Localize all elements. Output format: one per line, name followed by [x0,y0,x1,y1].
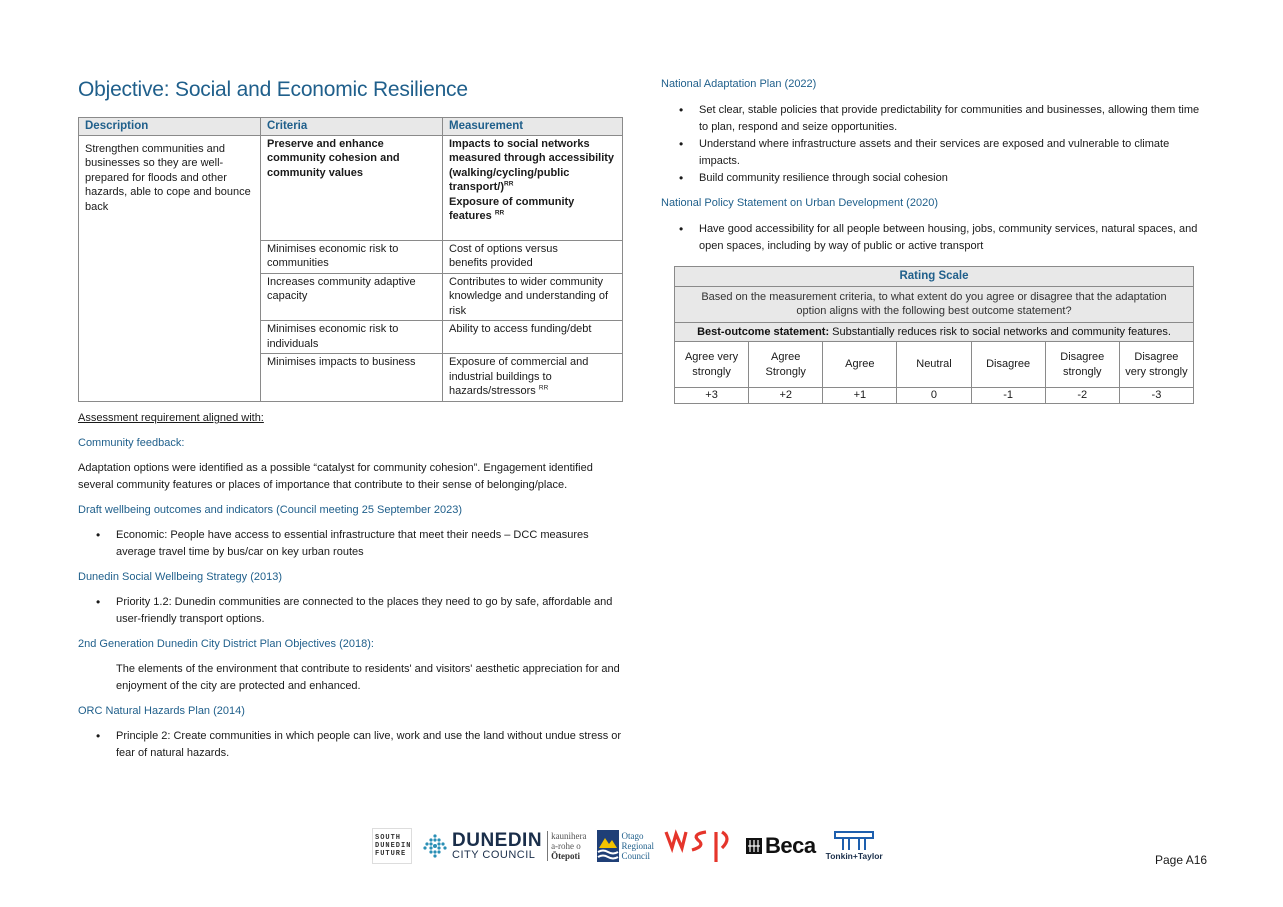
dcc-subname: CITY COUNCIL [452,849,536,861]
table-header-row [79,118,623,136]
orc-line: Otago [621,831,644,841]
measurement-cell [443,135,623,240]
district-plan-text: The elements of the environment that contribute to residents' and visitors' aesthetic appreciation for and enjoyment of the city are protected and enhanced. [116,663,620,692]
community-feedback-title: Community feedback: [78,437,185,449]
rr-superscript: RR [538,384,549,392]
list-item: • Priority 1.2: Dunedin communities are connected to the places they need to go by safe, affordable and user-friendly transport options. [116,594,623,628]
description-cell: Strengthen communities and businesses so they are well-prepared for floods and other hazards, able to cope and bounce back [79,135,261,401]
rating-scale-title: Rating Scale [675,267,1194,287]
criteria-cell: Preserve and enhance community cohesion and community values [261,135,443,240]
criteria-cell: Minimises economic risk to individuals [261,321,443,354]
dcc-maori-line: a-rohe o [551,841,581,851]
criteria-cell: Minimises economic risk to communities [261,240,443,273]
right-column [661,76,1206,263]
draft-wellbeing-title: Draft wellbeing outcomes and indicators (Council meeting 25 September 2023) [78,504,462,516]
beca-logo [746,833,816,859]
measurement-text: Exposure of community features [449,195,575,222]
rating-label: Agree Strongly [749,342,823,388]
draft-wellbeing-list [78,527,623,561]
header-measurement: Measurement [443,118,623,136]
social-wellbeing-list [78,594,623,628]
rating-value: +3 [675,388,749,404]
measurement-cell: Contributes to wider community knowledge and understanding of risk [443,273,623,321]
social-wellbeing-title: Dunedin Social Wellbeing Strategy (2013) [78,571,283,583]
rating-label: Agree very strongly [675,342,749,388]
south-dunedin-future-logo: SOUTH DUNEDIN FUTURE [372,828,412,864]
dcc-name: DUNEDIN [452,830,543,851]
rating-label: Disagree strongly [1045,342,1119,388]
rating-label: Agree [823,342,897,388]
dcc-maori-line: Ōtepoti [551,851,581,861]
measurement-text: Exposure of commercial and industrial buildings to hazards/stressors [449,356,589,397]
page-title: Objective: Social and Economic Resilience [78,78,468,101]
best-outcome-statement [675,322,1194,342]
rating-label: Disagree [971,342,1045,388]
list-item: • Understand where infrastructure assets and their services are exposed and vulnerable to climate impacts. [699,136,1206,170]
assessment-heading: Assessment requirement aligned with: [78,412,264,424]
list-item: • Principle 2: Create communities in which people can live, work and use the land without undue stress or fear of natural hazards. [116,728,623,762]
footer-logos [372,826,883,866]
rating-labels-row [675,342,1194,388]
orc-line: Council [621,851,651,861]
rating-label: Disagree very strongly [1119,342,1193,388]
list-item: • Build community resilience through social cohesion [699,170,1206,187]
urban-development-title: National Policy Statement on Urban Development (2020) [661,197,938,209]
table-row [79,135,623,240]
orc-plan-list [78,728,623,762]
rr-superscript: RR [504,180,514,188]
header-criteria: Criteria [261,118,443,136]
criteria-cell: Minimises impacts to business [261,354,443,402]
orc-plan-title: ORC Natural Hazards Plan (2014) [78,705,245,717]
header-description: Description [79,118,261,136]
measurement-cell: Ability to access funding/debt [443,321,623,354]
rating-value: -1 [971,388,1045,404]
rating-scale-question: Based on the measurement criteria, to what extent do you agree or disagree that the adaptation option aligns with the following best outcome statement? [675,286,1194,322]
rating-value: +2 [749,388,823,404]
urban-development-list [661,221,1206,255]
measurement-text: Impacts to social networks measured through accessibility (walking/cycling/public transport/) [449,137,615,193]
rating-value: -3 [1119,388,1193,404]
list-item: • Have good accessibility for all people between housing, jobs, community services, natural spaces, and open spaces, including by way of public or active transport [699,221,1206,255]
measurement-cell: Cost of options versus benefits provided [443,240,623,273]
beca-mark-icon [746,838,762,854]
tonkin-taylor-wordmark: Tonkin+Taylor [825,851,883,861]
page-number: Page A16 [1155,853,1208,867]
criteria-cell: Increases community adaptive capacity [261,273,443,321]
list-item: • Economic: People have access to essential infrastructure that meet their needs – DCC measures average travel time by bus/car on key urban routes [116,527,623,561]
district-plan-title: 2nd Generation Dunedin City District Plan Objectives (2018): [78,638,374,650]
orc-emblem-icon [597,830,619,862]
list-item: • Set clear, stable policies that provide predictability for communities and businesses, allowing them time to plan, respond and seize opportunities. [699,102,1206,136]
adaptation-plan-list [661,102,1206,187]
objective-table [78,117,623,402]
wsp-logo [664,828,736,864]
best-outcome-text: Substantially reduces risk to social networks and community features. [829,325,1171,338]
dunedin-city-council-logo [422,831,587,861]
tonkin-taylor-logo [826,831,883,861]
rating-value: 0 [897,388,971,404]
rr-superscript: RR [494,209,505,217]
dcc-maori-line: kaunihera [551,831,587,841]
dcc-emblem-icon [422,833,448,859]
best-outcome-label: Best-outcome statement: [697,325,830,338]
otago-regional-council-logo [597,830,655,862]
rating-scale-table [674,266,1194,404]
rating-value: +1 [823,388,897,404]
rating-values-row [675,388,1194,404]
measurement-cell [443,354,623,402]
beca-wordmark: Beca [765,833,816,858]
tonkin-taylor-mark-icon [833,831,875,851]
rating-label: Neutral [897,342,971,388]
rating-value: -2 [1045,388,1119,404]
community-feedback-text: Adaptation options were identified as a possible “catalyst for community cohesion”. Engagement identified several community features or places of importance that contribute to their sense of belonging/place. [78,462,593,491]
wsp-wordmark-icon [664,828,736,864]
orc-line: Regional [621,841,655,851]
left-column [78,410,623,770]
adaptation-plan-title: National Adaptation Plan (2022) [661,78,817,90]
